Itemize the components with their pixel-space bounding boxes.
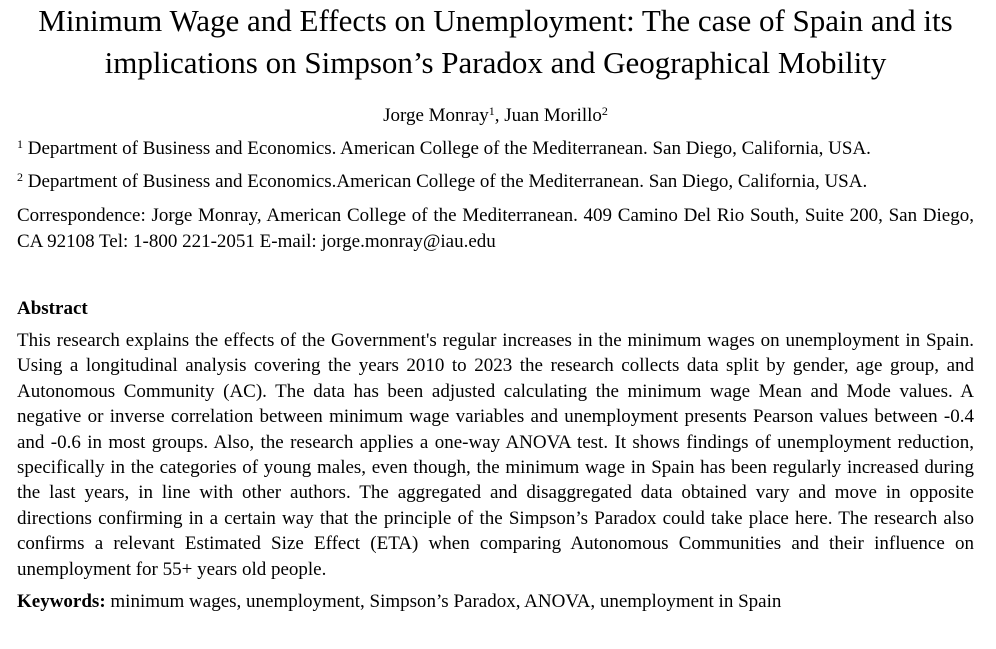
abstract-body: This research explains the effects of the Government's regular increases in the minimum wages on unemployment in Spain. Using a longitudinal analysis covering the years 2010 to 2023 the research collects data split by gender, age group, and Autonomous Community (AC). The data has been adjusted calculating the minimum wage Mean and Mode values. A negative or inverse correlation between minimum wage variables and unemployment presents Pearson values between -0.4 and -0.6 in most groups. Also, the research applies a one-way ANOVA test. It shows findings of unemployment reduction, specifically in the categories of young males, even though, the minimum wage in Spain has been regularly increased during the last years, in line with other authors. The aggregated and disaggregated data obtained vary and move in opposite directions confirming in a certain way that the principle of the Simpson’s Paradox could take place here. The research also confirms a relevant Estimated Size Effect (ETA) when comparing Autonomous Communities and their influence on unemployment for 55+ years old people. xyxy=(17,330,974,580)
affiliation-marker: 1 xyxy=(17,137,23,151)
affiliation-marker: 2 xyxy=(17,170,23,184)
correspondence: Correspondence: Jorge Monray, American College of the Mediterranean. 409 Camino Del Rio South, Suite 200, San Diego, CA 92108 Tel: 1-800 221-2051 E-mail: jorge.monray@iau.edu xyxy=(17,205,974,252)
affiliation-text: Department of Business and Economics.American College of the Mediterranean. San Diego, California, USA. xyxy=(27,171,868,192)
keywords xyxy=(17,590,974,614)
affiliation xyxy=(17,137,974,161)
paper-title: Minimum Wage and Effects on Unemployment: The case of Spain and its implications on Simpson’s Paradox and Geographical Mobility xyxy=(38,3,953,80)
keywords-text: minimum wages, unemployment, Simpson’s Paradox, ANOVA, unemployment in Spain xyxy=(110,591,782,613)
author-name: Juan Morillo xyxy=(504,105,602,126)
affiliation-text: Department of Business and Economics. American College of the Mediterranean. San Diego, California, USA. xyxy=(27,138,871,159)
author-separator: , xyxy=(494,105,505,126)
affiliation xyxy=(17,170,974,194)
keywords-label: Keywords: xyxy=(17,591,106,613)
author-affiliation-marker: 2 xyxy=(601,104,608,118)
author-name: Jorge Monray xyxy=(383,105,489,126)
author-affiliation-marker: 1 xyxy=(488,104,495,118)
abstract-heading: Abstract xyxy=(17,298,88,319)
author-line xyxy=(17,104,974,128)
